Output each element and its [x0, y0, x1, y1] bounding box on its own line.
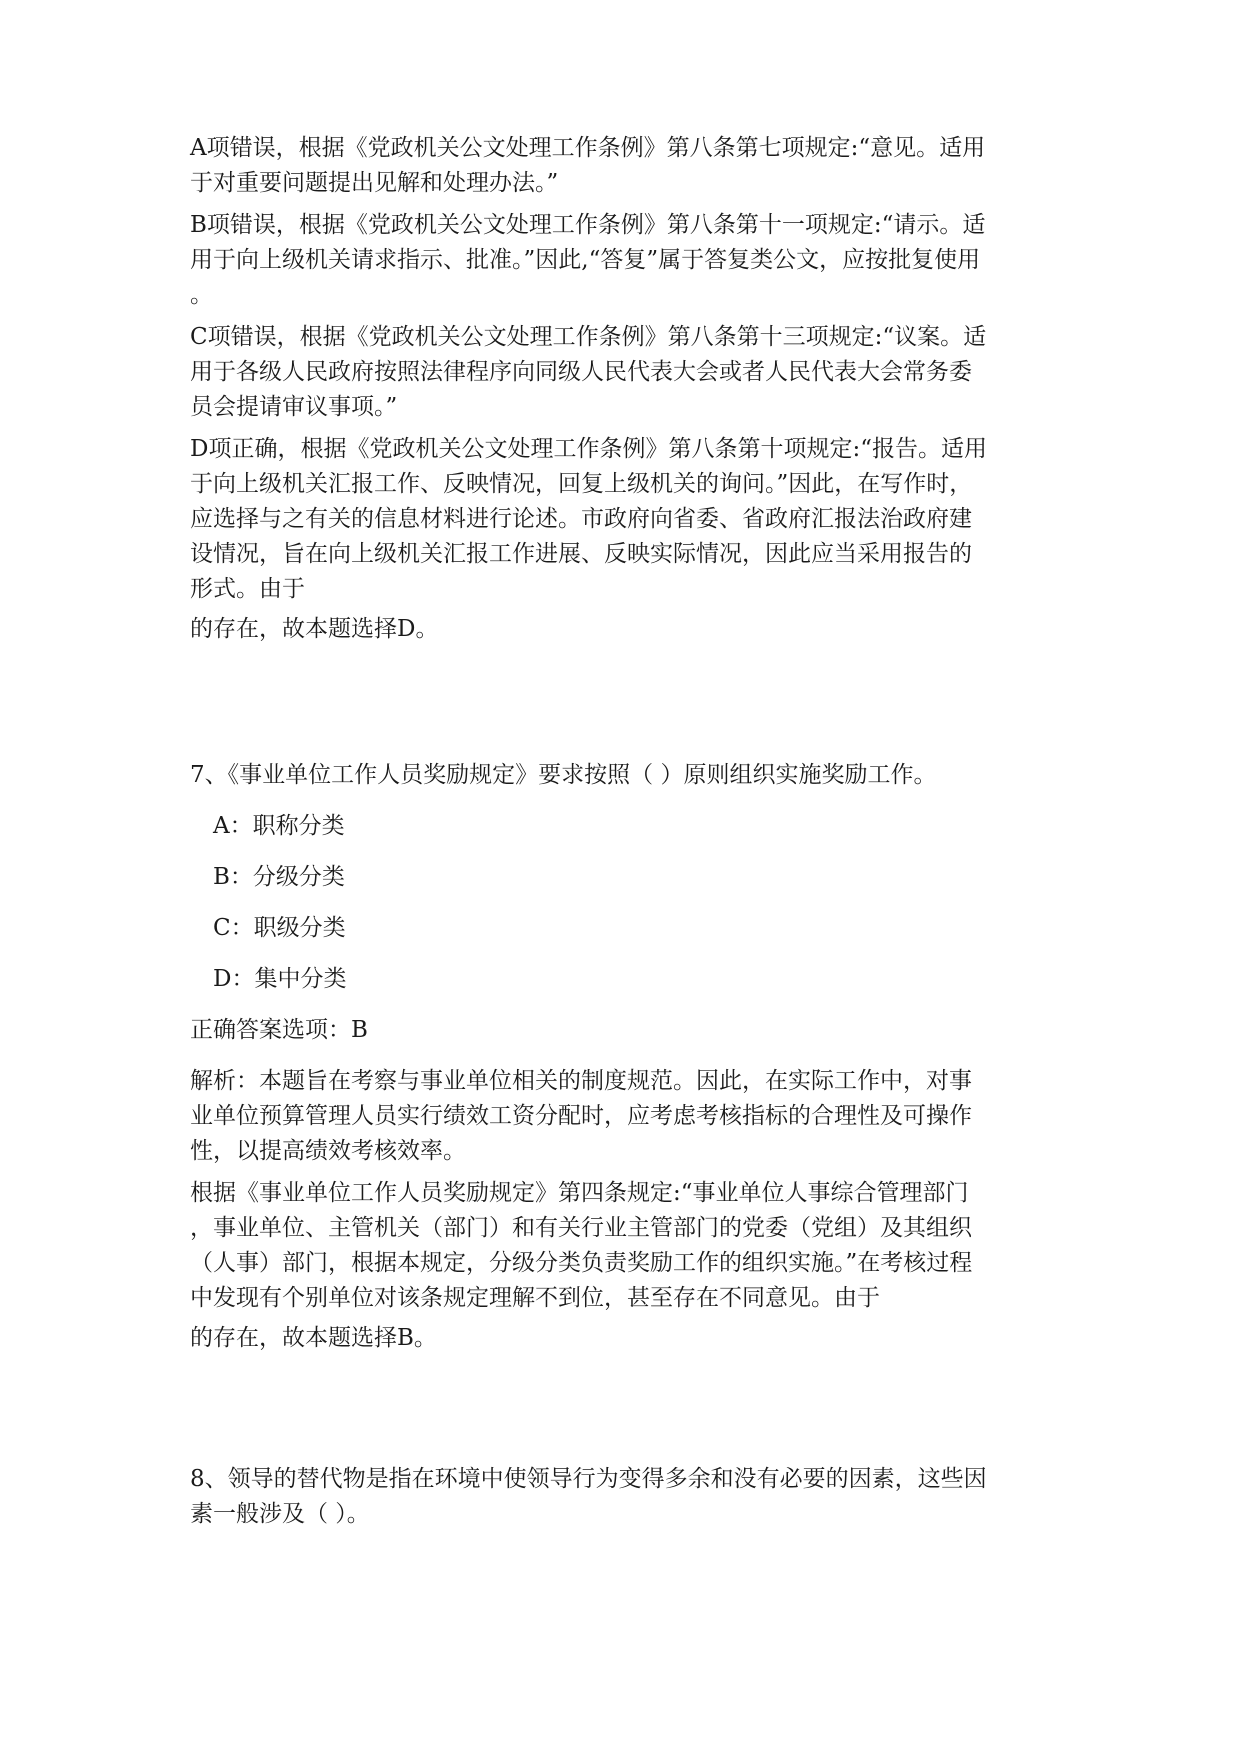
q6-option-d-explanation: D项正确，根据《党政机关公文处理工作条例》第八条第十项规定:“报告。适用 于向上级机关汇报工作、反映情况，回复上级机关的询问。”因此，在写作时， 应选择与之有关的信息材料进行论述。市政府向省委、省政府汇报法治政府建 设情况，旨在向上级机关汇报工作进展、反映实际情况，因此应当采用报告的 形式。由于	[190, 436, 987, 602]
q8-question: 8、领导的替代物是指在环境中使领导行为变得多余和没有必要的因素，这些因 素一般涉及（ ）。	[190, 1466, 987, 1527]
q7-option-c: C：职级分类	[213, 915, 346, 941]
q7-conclusion: 的存在，故本题选择B。	[190, 1325, 437, 1351]
q7-option-d: D：集中分类	[213, 966, 347, 992]
q7-answer: 正确答案选项：B	[190, 1017, 368, 1043]
q6-option-b-explanation: B项错误，根据《党政机关公文处理工作条例》第八条第十一项规定:“请示。适 用于向上级机关请求指示、批准。”因此,“答复”属于答复类公文，应按批复使用 。	[190, 212, 986, 308]
q6-conclusion: 的存在，故本题选择D。	[190, 616, 439, 642]
q7-option-b: B：分级分类	[213, 864, 345, 890]
q7-option-a: A：职称分类	[213, 813, 345, 839]
q6-option-c-explanation: C项错误，根据《党政机关公文处理工作条例》第八条第十三项规定:“议案。适 用于各级人民政府按照法律程序向同级人民代表大会或者人民代表大会常务委 员会提请审议事项。”	[190, 324, 987, 420]
q7-question: 7、《事业单位工作人员奖励规定》要求按照（ ）原则组织实施奖励工作。	[190, 762, 937, 788]
q7-basis: 根据《事业单位工作人员奖励规定》第四条规定:“事业单位人事综合管理部门 ，事业单位、主管机关（部门）和有关行业主管部门的党委（党组）及其组织 （人事）部门，根据本规定，分级分类负责奖励工作的组织实施。”在考核过程 中发现有个别单位对该条规定理解不到位，甚至存在不同意见。由于	[190, 1180, 973, 1311]
q7-analysis: 解析：本题旨在考察与事业单位相关的制度规范。因此，在实际工作中，对事 业单位预算管理人员实行绩效工资分配时，应考虑考核指标的合理性及可操作 性，以提高绩效考核效率。	[190, 1068, 972, 1164]
q6-option-a-explanation: A项错误，根据《党政机关公文处理工作条例》第八条第七项规定:“意见。适用 于对重要问题提出见解和处理办法。”	[190, 135, 986, 196]
